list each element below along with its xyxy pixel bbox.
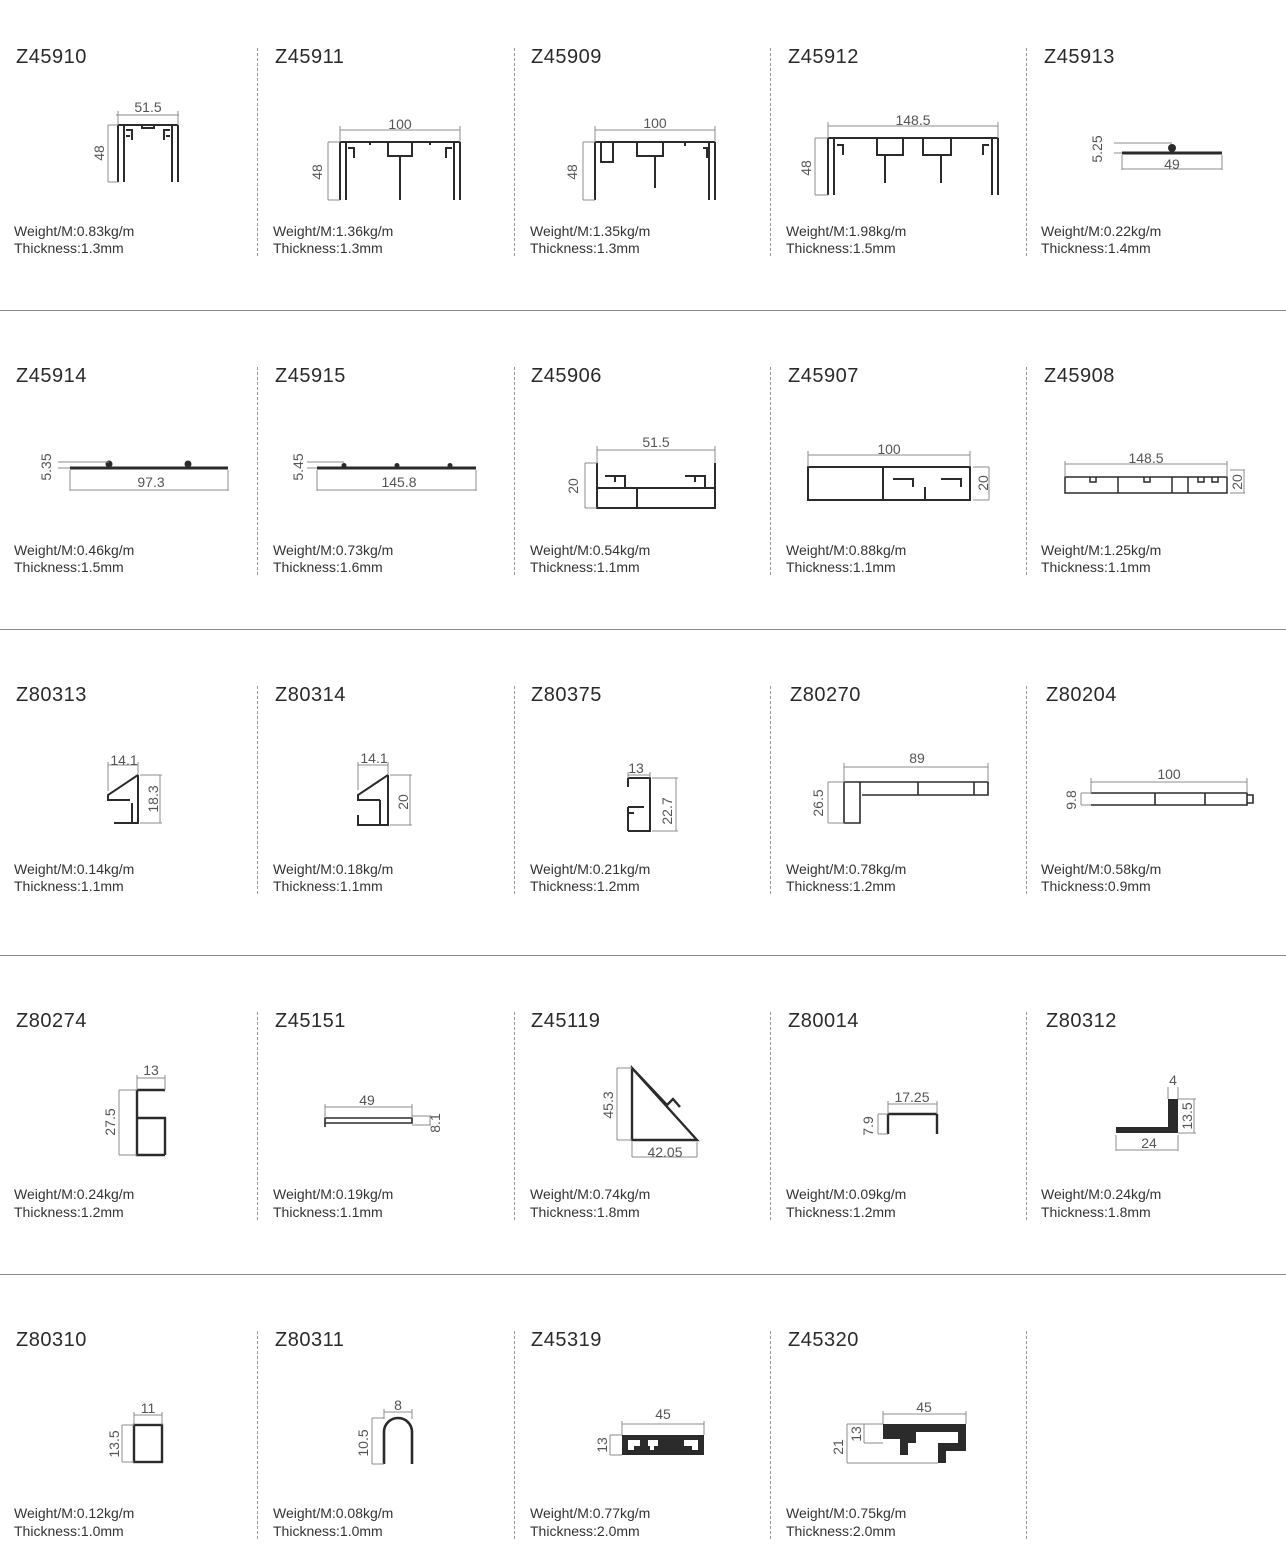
- column-divider: [514, 48, 515, 256]
- dim-height: 10.5: [355, 1429, 371, 1457]
- thickness-spec: Thickness:0.9mm: [1041, 878, 1151, 894]
- dim-height: 20: [395, 794, 411, 810]
- product-code: Z80314: [275, 684, 346, 706]
- thickness-spec: Thickness:1.6mm: [273, 559, 383, 575]
- profile-drawing: [300, 110, 480, 205]
- profile-drawing: [100, 1395, 180, 1475]
- dim-height: 48: [798, 160, 814, 176]
- dim-height: 48: [564, 164, 580, 180]
- weight-spec: Weight/M:0.14kg/m: [14, 861, 135, 877]
- thickness-spec: Thickness:1.0mm: [14, 1523, 124, 1539]
- product-code: Z45915: [275, 365, 346, 387]
- dim-height: 5.35: [38, 453, 54, 481]
- profile-drawing: [340, 745, 430, 830]
- product-code: Z80274: [16, 1010, 87, 1032]
- thickness-spec: Thickness:2.0mm: [530, 1523, 640, 1539]
- product-code: Z45908: [1044, 365, 1115, 387]
- thickness-spec: Thickness:1.0mm: [273, 1523, 383, 1539]
- weight-spec: Weight/M:0.18kg/m: [273, 861, 394, 877]
- dim-height: 8.1: [427, 1113, 443, 1133]
- product-code: Z45151: [275, 1010, 346, 1032]
- product-code: Z80014: [788, 1010, 859, 1032]
- dim-width: 13: [628, 760, 644, 776]
- thickness-spec: Thickness:1.2mm: [14, 1204, 124, 1220]
- thickness-spec: Thickness:1.1mm: [14, 878, 124, 894]
- profile-drawing: [850, 1080, 950, 1150]
- column-divider: [770, 367, 771, 575]
- dim-width: 51.5: [134, 99, 162, 115]
- dim-width: 45: [916, 1399, 932, 1415]
- dim-height: 13.5: [106, 1430, 122, 1458]
- row-divider: [0, 310, 1286, 311]
- weight-spec: Weight/M:1.25kg/m: [1041, 542, 1162, 558]
- product-code: Z45914: [16, 365, 87, 387]
- product-code: Z45913: [1044, 46, 1115, 68]
- dim-height: 20: [1229, 474, 1245, 490]
- product-code: Z80204: [1046, 684, 1117, 706]
- column-divider: [1026, 367, 1027, 575]
- weight-spec: Weight/M:0.88kg/m: [786, 542, 907, 558]
- profile-bump: [395, 463, 400, 468]
- profile-drawing: [95, 1060, 185, 1165]
- dim-width: 13: [143, 1062, 159, 1078]
- profile-flange: [1116, 1127, 1178, 1133]
- dim-height: 22.7: [659, 797, 675, 825]
- weight-spec: Weight/M:0.58kg/m: [1041, 861, 1162, 877]
- dim-width: 97.3: [137, 474, 165, 490]
- weight-spec: Weight/M:0.12kg/m: [14, 1505, 135, 1521]
- column-divider: [1026, 48, 1027, 256]
- thickness-spec: Thickness:1.8mm: [1041, 1204, 1151, 1220]
- thickness-spec: Thickness:1.3mm: [530, 240, 640, 256]
- product-code: Z45909: [531, 46, 602, 68]
- column-divider: [1026, 1331, 1027, 1539]
- thickness-spec: Thickness:1.1mm: [786, 559, 896, 575]
- weight-spec: Weight/M:0.54kg/m: [530, 542, 651, 558]
- dim-height: 9.8: [1063, 790, 1079, 810]
- dim-width: 145.8: [381, 474, 417, 490]
- column-divider: [770, 1012, 771, 1220]
- profile-drawing: [350, 1395, 430, 1475]
- thickness-spec: Thickness:1.2mm: [786, 1204, 896, 1220]
- profile-drawing: [80, 90, 210, 200]
- weight-spec: Weight/M:0.22kg/m: [1041, 223, 1162, 239]
- profile-drawing: [795, 105, 1010, 205]
- profile-bump: [342, 463, 347, 468]
- thickness-spec: Thickness:1.4mm: [1041, 240, 1151, 256]
- column-divider: [257, 686, 258, 894]
- thickness-spec: Thickness:1.1mm: [530, 559, 640, 575]
- product-code: Z45906: [531, 365, 602, 387]
- weight-spec: Weight/M:0.09kg/m: [786, 1186, 907, 1202]
- dim-height: 5.25: [1089, 135, 1105, 163]
- dim-width: 51.5: [642, 434, 670, 450]
- product-code: Z45320: [788, 1329, 859, 1351]
- weight-spec: Weight/M:0.08kg/m: [273, 1505, 394, 1521]
- product-code: Z45910: [16, 46, 87, 68]
- dim-height: 7.9: [860, 1116, 876, 1136]
- dim-height: 20: [975, 475, 991, 491]
- weight-spec: Weight/M:0.74kg/m: [530, 1186, 651, 1202]
- product-code: Z80310: [16, 1329, 87, 1351]
- thickness-spec: Thickness:1.5mm: [14, 559, 124, 575]
- dim-width: 49: [359, 1092, 375, 1108]
- column-divider: [257, 1012, 258, 1220]
- column-divider: [514, 367, 515, 575]
- weight-spec: Weight/M:0.21kg/m: [530, 861, 651, 877]
- weight-spec: Weight/M:1.98kg/m: [786, 223, 907, 239]
- product-code: Z45319: [531, 1329, 602, 1351]
- profile-drawing: [1080, 125, 1240, 185]
- profile-web: [1168, 1099, 1178, 1131]
- dim-height: 5.45: [290, 453, 306, 481]
- weight-spec: Weight/M:0.46kg/m: [14, 542, 135, 558]
- thickness-spec: Thickness:2.0mm: [786, 1523, 896, 1539]
- profile-drawing: [1100, 1065, 1210, 1160]
- profile-drawing: [590, 1400, 720, 1465]
- dim-width: 14.1: [110, 752, 138, 768]
- profile-body: [883, 1424, 966, 1463]
- product-code: Z80270: [790, 684, 861, 706]
- column-divider: [514, 1012, 515, 1220]
- dim-width: 100: [877, 441, 901, 457]
- thickness-spec: Thickness:1.3mm: [273, 240, 383, 256]
- weight-spec: Weight/M:0.19kg/m: [273, 1186, 394, 1202]
- product-code: Z45912: [788, 46, 859, 68]
- dim-height: 45.3: [600, 1091, 616, 1119]
- product-code: Z45119: [531, 1010, 601, 1032]
- product-code: Z80311: [275, 1329, 345, 1351]
- thickness-spec: Thickness:1.3mm: [14, 240, 124, 256]
- profile-drawing: [305, 1085, 455, 1145]
- dim-width: 148.5: [1128, 450, 1164, 466]
- dim-height: 18.3: [145, 785, 161, 813]
- product-code: Z45911: [275, 46, 345, 68]
- profile-drawing: [30, 445, 240, 500]
- dim-width: 100: [643, 115, 667, 131]
- dim-width: 45: [655, 1406, 671, 1422]
- profile-drawing: [800, 745, 1000, 830]
- column-divider: [770, 48, 771, 256]
- weight-spec: Weight/M:0.24kg/m: [1041, 1186, 1162, 1202]
- profile-drawing: [795, 435, 1005, 510]
- dim-height: 48: [309, 164, 325, 180]
- thickness-spec: Thickness:1.2mm: [786, 878, 896, 894]
- dim-height: 13: [848, 1426, 864, 1442]
- product-code: Z80312: [1046, 1010, 1117, 1032]
- row-divider: [0, 955, 1286, 956]
- product-code: Z45907: [788, 365, 859, 387]
- weight-spec: Weight/M:0.24kg/m: [14, 1186, 135, 1202]
- column-divider: [257, 48, 258, 256]
- dim-width: 100: [1157, 766, 1181, 782]
- product-code: Z80313: [16, 684, 87, 706]
- profile-drawing: [585, 1055, 715, 1165]
- column-divider: [1026, 1012, 1027, 1220]
- dim-width: 89: [909, 750, 925, 766]
- dim-thickness: 4: [1169, 1072, 1177, 1088]
- dim-height: 48: [91, 145, 107, 161]
- profile-bump: [448, 463, 453, 468]
- profile-bump: [185, 461, 192, 468]
- profile-drawing: [1055, 760, 1265, 820]
- row-divider: [0, 629, 1286, 630]
- thickness-spec: Thickness:1.1mm: [273, 878, 383, 894]
- column-divider: [257, 367, 258, 575]
- dim-total-height: 21: [830, 1439, 846, 1455]
- dim-width: 11: [140, 1400, 156, 1416]
- thickness-spec: Thickness:1.1mm: [1041, 559, 1151, 575]
- dim-width: 24: [1141, 1135, 1157, 1151]
- dim-height: 27.5: [102, 1108, 118, 1136]
- thickness-spec: Thickness:1.8mm: [530, 1204, 640, 1220]
- dim-width: 100: [388, 116, 412, 132]
- product-code: Z80375: [531, 684, 602, 706]
- profile-drawing: [1050, 440, 1260, 505]
- dim-height: 20: [565, 478, 581, 494]
- weight-spec: Weight/M:0.77kg/m: [530, 1505, 651, 1521]
- column-divider: [514, 686, 515, 894]
- dim-height: 26.5: [810, 789, 826, 817]
- dim-height: 13.5: [1179, 1102, 1195, 1130]
- weight-spec: Weight/M:1.36kg/m: [273, 223, 394, 239]
- profile-drawing: [820, 1395, 980, 1475]
- column-divider: [1026, 686, 1027, 894]
- dim-width: 17.25: [894, 1089, 930, 1105]
- profile-drawing: [90, 745, 180, 830]
- dim-width: 42.05: [647, 1144, 683, 1160]
- dim-height: 13: [594, 1437, 610, 1453]
- dim-width: 49: [1164, 156, 1180, 172]
- column-divider: [770, 686, 771, 894]
- dim-width: 148.5: [895, 112, 931, 128]
- column-divider: [514, 1331, 515, 1539]
- weight-spec: Weight/M:0.75kg/m: [786, 1505, 907, 1521]
- weight-spec: Weight/M:1.35kg/m: [530, 223, 651, 239]
- row-divider: [0, 1274, 1286, 1275]
- thickness-spec: Thickness:1.2mm: [530, 878, 640, 894]
- dim-width: 14.1: [360, 750, 388, 766]
- profile-drawing: [555, 430, 735, 515]
- column-divider: [770, 1331, 771, 1539]
- profile-drawing: [285, 445, 485, 500]
- weight-spec: Weight/M:0.83kg/m: [14, 223, 135, 239]
- profile-drawing: [555, 110, 735, 205]
- weight-spec: Weight/M:0.73kg/m: [273, 542, 394, 558]
- weight-spec: Weight/M:0.78kg/m: [786, 861, 907, 877]
- profile-drawing: [600, 755, 690, 835]
- thickness-spec: Thickness:1.1mm: [273, 1204, 383, 1220]
- column-divider: [257, 1331, 258, 1539]
- dim-width: 8: [394, 1397, 402, 1413]
- profile-bump: [1168, 144, 1176, 152]
- thickness-spec: Thickness:1.5mm: [786, 240, 896, 256]
